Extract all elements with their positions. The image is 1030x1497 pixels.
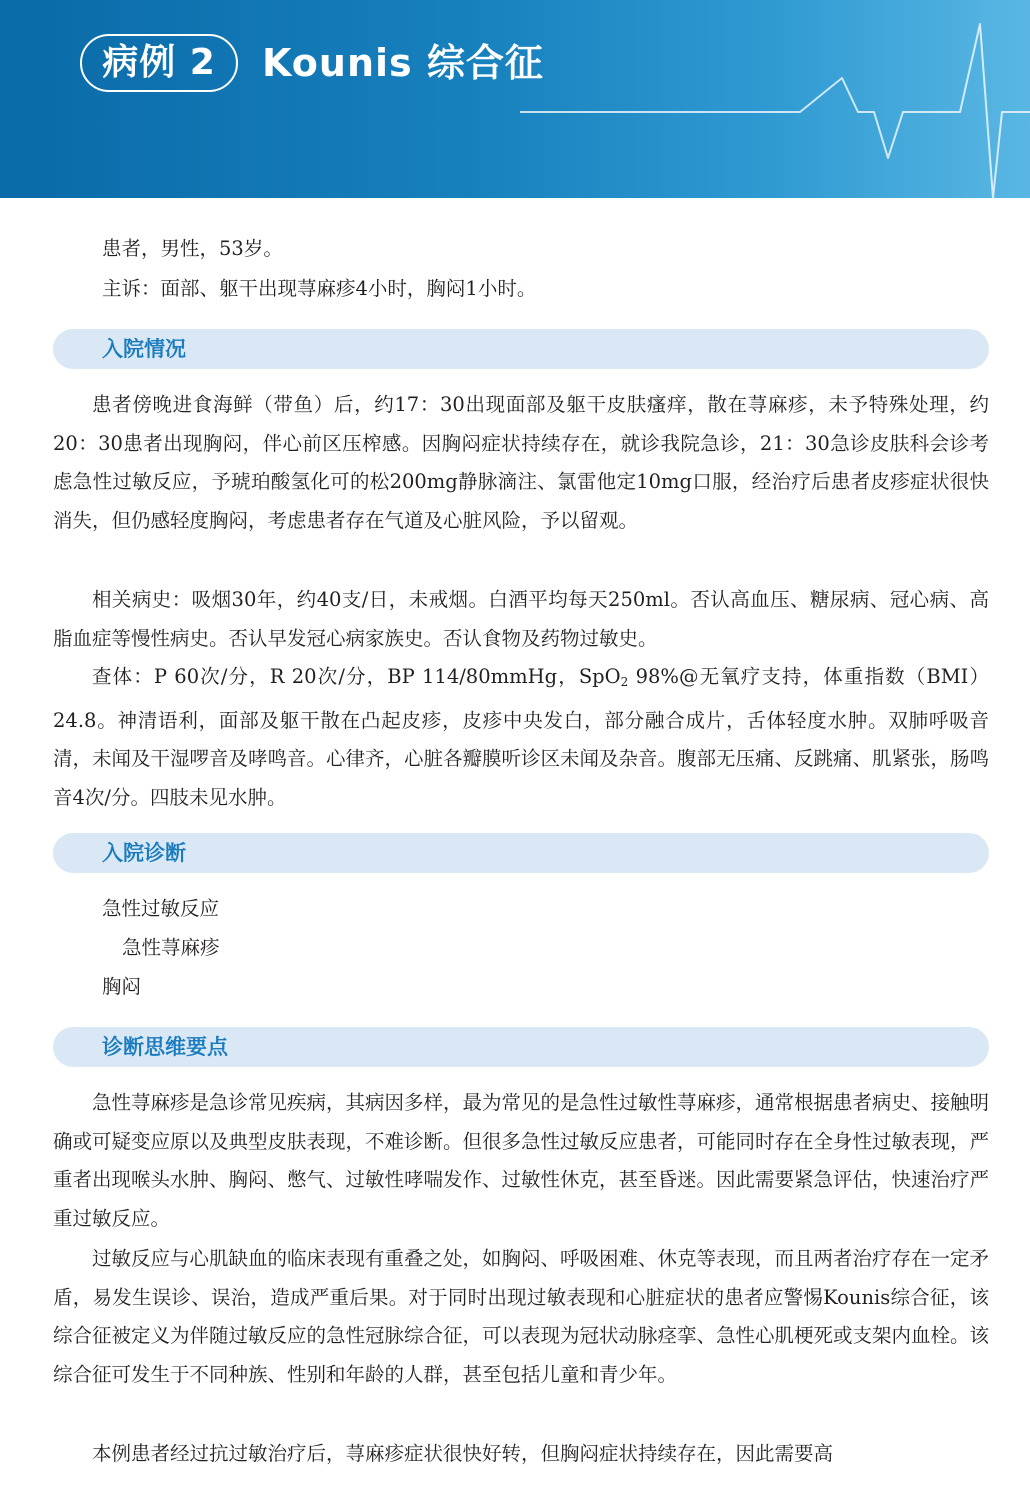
page-title: Kounis 综合征 [262,41,544,85]
diagnosis-item: 急性荨麻疹 [122,936,220,959]
case-number-badge: 病例 2 [80,34,238,92]
exam-text-part-1: 查体：P 60次/分，R 20次/分，BP 114/80mmHg，SpO [92,665,621,688]
section-title: 诊断思维要点 [102,1035,228,1059]
chief-complaint: 主诉：面部、躯干出现荨麻疹4小时，胸闷1小时。 [102,277,537,300]
exam-subscript: 2 [620,675,629,689]
ecg-line-decoration [0,0,1030,198]
section-header-diagnosis [53,833,989,873]
related-history-paragraph: 相关病史：吸烟30年，约40支/日，未戒烟。白酒平均每天250ml。否认高血压、糖尿病、冠心病、高脂血症等慢性病史。否认早发冠心病家族史。否认食物及药物过敏史。 [53,588,989,650]
exam-text-part-2: 98%@无氧疗支持，体重指数（BMI）24.8。神清语利，面部及躯干散在凸起皮疹，皮疹中央发白，部分融合成片，舌体轻度水肿。双肺呼吸音清，未闻及干湿啰音及哮鸣音。心律齐，心脏各瓣膜听诊区未闻及杂音。腹部无压痛、反跳痛、肌紧张，肠鸣音4次/分。四肢未见水肿。 [53,665,990,809]
patient-basic-info: 患者，男性，53岁。 [102,237,283,260]
page-header [0,0,1030,198]
section-title: 入院情况 [102,337,186,361]
diagnosis-item: 胸闷 [102,975,142,998]
diagnosis-item: 急性过敏反应 [102,897,220,920]
section-header-thinking [53,1027,989,1067]
section-header-admission [53,329,989,369]
thinking-paragraph: 急性荨麻疹是急诊常见疾病，其病因多样，最为常见的是急性过敏性荨麻疹，通常根据患者病史、接触明确或可疑变应原以及典型皮肤表现，不难诊断。但很多急性过敏反应患者，可能同时存在全身性过敏表现，严重者出现喉头水肿、胸闷、憋气、过敏性哮喘发作、过敏性休克，甚至昏迷。因此需要紧急评估，快速治疗严重过敏反应。 [53,1091,990,1230]
admission-history-paragraph: 患者傍晚进食海鲜（带鱼）后，约17：30出现面部及躯干皮肤瘙痒，散在荨麻疹，未予特殊处理，约20：30患者出现胸闷，伴心前区压榨感。因胸闷症状持续存在，就诊我院急诊，21：30急诊皮肤科会诊考虑急性过敏反应，予琥珀酸氢化可的松200mg静脉滴注、氯雷他定10mg口服，经治疗后患者皮疹症状很快消失，但仍感轻度胸闷，考虑患者存在气道及心脏风险，予以留观。 [53,393,989,532]
section-title: 入院诊断 [102,841,186,865]
thinking-paragraph: 过敏反应与心肌缺血的临床表现有重叠之处，如胸闷、呼吸困难、休克等表现，而且两者治疗存在一定矛盾，易发生误诊、误治，造成严重后果。对于同时出现过敏表现和心脏症状的患者应警惕Kounis综合征，该综合征被定义为伴随过敏反应的急性冠脉综合征，可以表现为冠状动脉痉挛、急性心肌梗死或支架内血栓。该综合征可发生于不同种族、性别和年龄的人群，甚至包括儿童和青少年。 [53,1247,990,1386]
physical-exam-paragraph [53,658,989,817]
thinking-paragraph: 本例患者经过抗过敏治疗后，荨麻疹症状很快好转，但胸闷症状持续存在，因此需要高 [92,1442,834,1465]
